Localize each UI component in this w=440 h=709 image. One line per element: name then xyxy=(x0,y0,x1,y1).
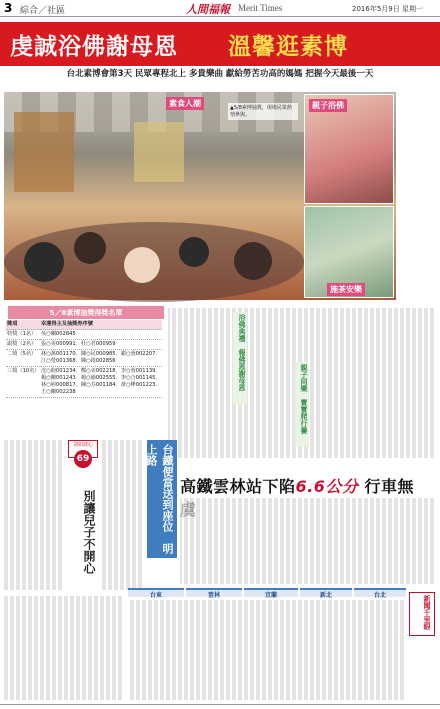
region-body-text xyxy=(128,600,406,700)
row-item: 頭獎（2名） xyxy=(6,340,40,350)
issue-date: 2016年5月9日 星期一 xyxy=(352,5,423,13)
header-item: 獎項 xyxy=(6,320,40,330)
section-label: 綜合／社區 xyxy=(20,6,66,16)
lottery-table xyxy=(6,320,162,398)
row-winners: 吳○蘭002845 xyxy=(40,330,162,340)
table-row xyxy=(6,350,162,367)
news-box-label: 新聞千里眼 xyxy=(423,595,431,630)
row-winners: 林○萬001170．陳○民000985．謝○蓉002207．江○瑩001368．陳○筠002856 xyxy=(40,350,162,367)
region-label: 台北 xyxy=(354,588,406,597)
newspaper-logo-en: Merit Times xyxy=(238,3,283,13)
newspaper-logo: 人間福報 xyxy=(186,3,230,16)
region-label: 台東 xyxy=(128,588,184,597)
taoyuan-headline: 台鐵便當送到座位 明上路 xyxy=(145,444,174,554)
hsr-body-text xyxy=(180,498,436,584)
article-subhead-2: 親子同樂 寶寶爬行賽 xyxy=(295,362,309,446)
header-winners: 幸運得主及抽獎券序號 xyxy=(40,320,162,330)
photo-tag-bathing: 親子浴佛 xyxy=(309,99,347,112)
subheadline: 台北素博會第3天 民眾專程北上 多貴樂曲 獻給勞苦功高的媽媽 把握今天最後一天 xyxy=(66,69,374,79)
region-label: 宜蘭 xyxy=(244,588,298,597)
table-row xyxy=(6,340,162,350)
inset-photo-tea xyxy=(304,206,394,298)
column-body-text-2 xyxy=(100,440,144,590)
main-headline-right: 溫馨逛素博 xyxy=(228,34,348,60)
photo-note: ▲5/8素博抽獎，現場民眾熱情參與。 xyxy=(228,103,298,120)
hsr-headline-prefix: 高鐵雲林站下陷 xyxy=(180,477,296,496)
column-title: 別讓兒子不開心 xyxy=(82,490,96,574)
table-header-row xyxy=(6,320,162,330)
bottom-rule xyxy=(0,704,440,705)
hsr-headline-suffix: 行車無 xyxy=(364,477,414,496)
inset-photo-bathing xyxy=(304,94,394,204)
row-winners: 沈○鈞001234．鄭○美002218．李○蓉001139．楊○蘭001243．楊○瑜002555．李○合001145．林○婷000817．陳○芬001184．黃○樺001223．王○蘭002238 xyxy=(40,367,162,398)
column-label: 刘姐談心 xyxy=(68,440,98,458)
lottery-title: 5／8素博抽獎得獎名單 xyxy=(8,306,164,319)
column-body-text xyxy=(4,440,64,590)
hsr-headline-number: 6.6公分 xyxy=(295,477,359,496)
row-item: 特獎（1名） xyxy=(6,330,40,340)
table-row xyxy=(6,330,162,340)
region-label: 雲林 xyxy=(186,588,242,597)
column-body-text-3 xyxy=(4,596,124,700)
photo-tag-crowd: 素食人潮 xyxy=(166,97,204,110)
photo-side-caption xyxy=(398,96,438,300)
row-item: 二獎（5名） xyxy=(6,350,40,367)
row-item: 三獎（10名） xyxy=(6,367,40,398)
table-row xyxy=(6,367,162,398)
article-subhead-1: 浴佛典禮 報佛恩謝母恩 xyxy=(233,312,247,404)
row-winners: 張○美000991．杜○君000959 xyxy=(40,340,162,350)
photo-tag-tea: 施茶安樂 xyxy=(327,283,365,296)
region-label: 新北 xyxy=(300,588,352,597)
main-headline-left: 虔誠浴佛謝母恩 xyxy=(10,34,178,60)
page-number: 3 xyxy=(4,1,13,15)
column-number: 69 xyxy=(74,450,92,468)
